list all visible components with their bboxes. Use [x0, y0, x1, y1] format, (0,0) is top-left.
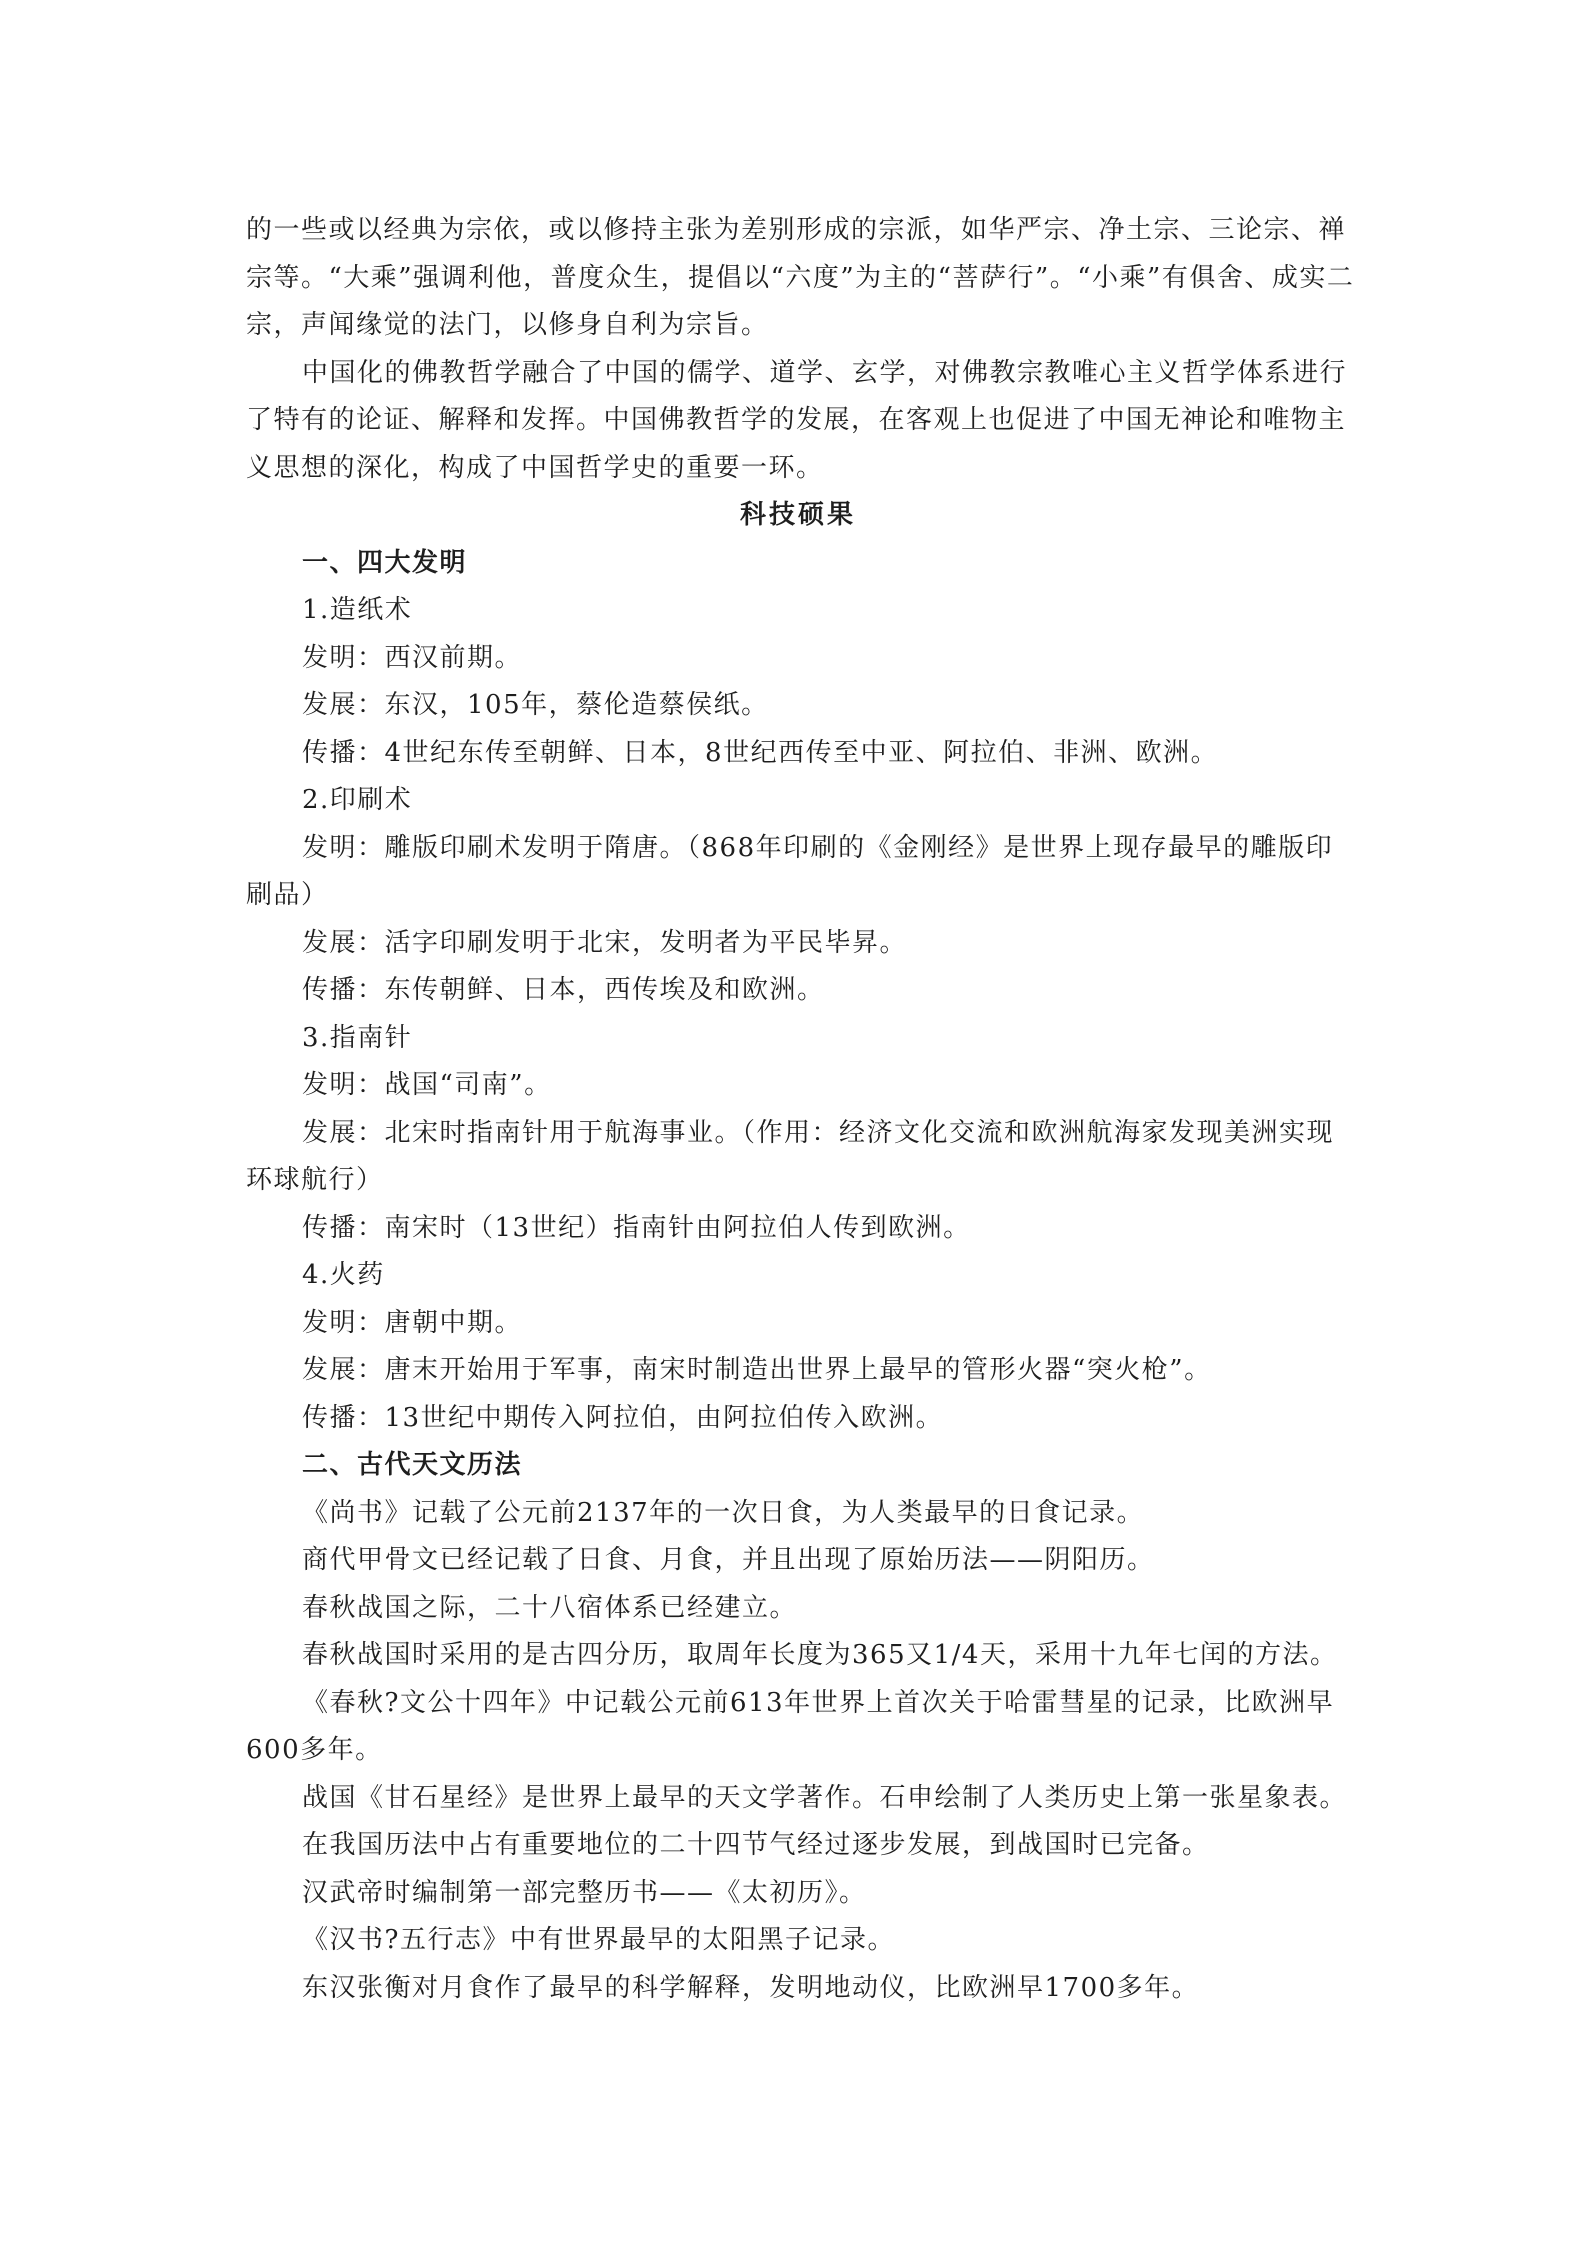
continuation-line: 的一些或以经典为宗依，或以修持主张为差别形成的宗派，如华严宗、净土宗、三论宗、禅 [246, 215, 1347, 245]
paragraph-line: 《尚书》记载了公元前2137年的一次日食，为人类最早的日食记录。 [302, 1497, 1145, 1528]
continuation-line: 义思想的深化，构成了中国哲学史的重要一环。 [246, 452, 824, 483]
paragraph-line: 发明：雕版印刷术发明于隋唐。（868年印刷的《金刚经》是世界上现存最早的雕版印 [302, 832, 1334, 863]
paragraph-line: 1.造纸术 [302, 595, 413, 625]
paragraph-line: 传播：南宋时（13世纪）指南针由阿拉伯人传到欧洲。 [302, 1212, 971, 1243]
continuation-line: 宗等。“大乘”强调利他，普度众生，提倡以“六度”为主的“菩萨行”。“小乘”有俱舍、成实二 [246, 262, 1355, 293]
continuation-line: 600多年。 [246, 1735, 383, 1765]
paragraph-line: 发展：东汉，105年，蔡伦造蔡侯纸。 [302, 690, 769, 720]
paragraph-line: 《春秋?文公十四年》中记载公元前613年世界上首次关于哈雷彗星的记录，比欧洲早 [302, 1687, 1335, 1718]
paragraph-line: 2.印刷术 [302, 785, 413, 815]
continuation-line: 刷品） [246, 880, 329, 910]
paragraph-line: 春秋战国之际，二十八宿体系已经建立。 [302, 1592, 798, 1623]
continuation-line: 宗，声闻缘觉的法门，以修身自利为宗旨。 [246, 310, 769, 340]
paragraph-line: 东汉张衡对月食作了最早的科学解释，发明地动仪，比欧洲早1700多年。 [302, 1972, 1200, 2003]
paragraph-line: 发展：北宋时指南针用于航海事业。（作用：经济文化交流和欧洲航海家发现美洲实现 [302, 1117, 1335, 1148]
paragraph-line: 春秋战国时采用的是古四分历，取周年长度为365又1/4天，采用十九年七闰的方法。 [302, 1640, 1338, 1670]
paragraph-line: 发明：战国“司南”。 [302, 1070, 552, 1100]
paragraph-line: 中国化的佛教哲学融合了中国的儒学、道学、玄学，对佛教宗教唯心主义哲学体系进行 [302, 357, 1348, 388]
paragraph-line: 商代甲骨文已经记载了日食、月食，并且出现了原始历法——阴阳历。 [302, 1545, 1155, 1575]
paragraph-line: 传播：东传朝鲜、日本，西传埃及和欧洲。 [302, 975, 825, 1005]
paragraph-line: 汉武帝时编制第一部完整历书——《太初历》。 [302, 1877, 867, 1908]
paragraph-line: 3.指南针 [302, 1022, 413, 1053]
continuation-line: 环球航行） [246, 1165, 384, 1195]
paragraph-line: 传播：13世纪中期传入阿拉伯，由阿拉伯传入欧洲。 [302, 1402, 944, 1433]
paragraph-line: 发明：西汉前期。 [302, 642, 523, 673]
paragraph-line: 发展：活字印刷发明于北宋，发明者为平民毕昇。 [302, 927, 908, 958]
paragraph-line: 战国《甘石星经》是世界上最早的天文学著作。石申绘制了人类历史上第一张星象表。 [302, 1782, 1348, 1813]
paragraph-line: 发展：唐末开始用于军事，南宋时制造出世界上最早的管形火器“突火枪”。 [302, 1355, 1212, 1385]
section-title: 科技硕果 [739, 500, 856, 530]
document-body [246, 207, 1355, 2012]
paragraph-line: 发明：唐朝中期。 [302, 1307, 523, 1338]
section-heading: 二、古代天文历法 [302, 1450, 523, 1480]
paragraph-line: 《汉书?五行志》中有世界最早的太阳黑子记录。 [302, 1925, 895, 1955]
paragraph-line: 在我国历法中占有重要地位的二十四节气经过逐步发展，到战国时已完备。 [302, 1830, 1210, 1860]
paragraph-line: 传播：4世纪东传至朝鲜、日本，8世纪西传至中亚、阿拉伯、非洲、欧洲。 [302, 737, 1219, 768]
paragraph-line: 4.火药 [302, 1260, 385, 1290]
continuation-line: 了特有的论证、解释和发挥。中国佛教哲学的发展，在客观上也促进了中国无神论和唯物主 [246, 405, 1347, 435]
section-heading: 一、四大发明 [302, 547, 468, 578]
